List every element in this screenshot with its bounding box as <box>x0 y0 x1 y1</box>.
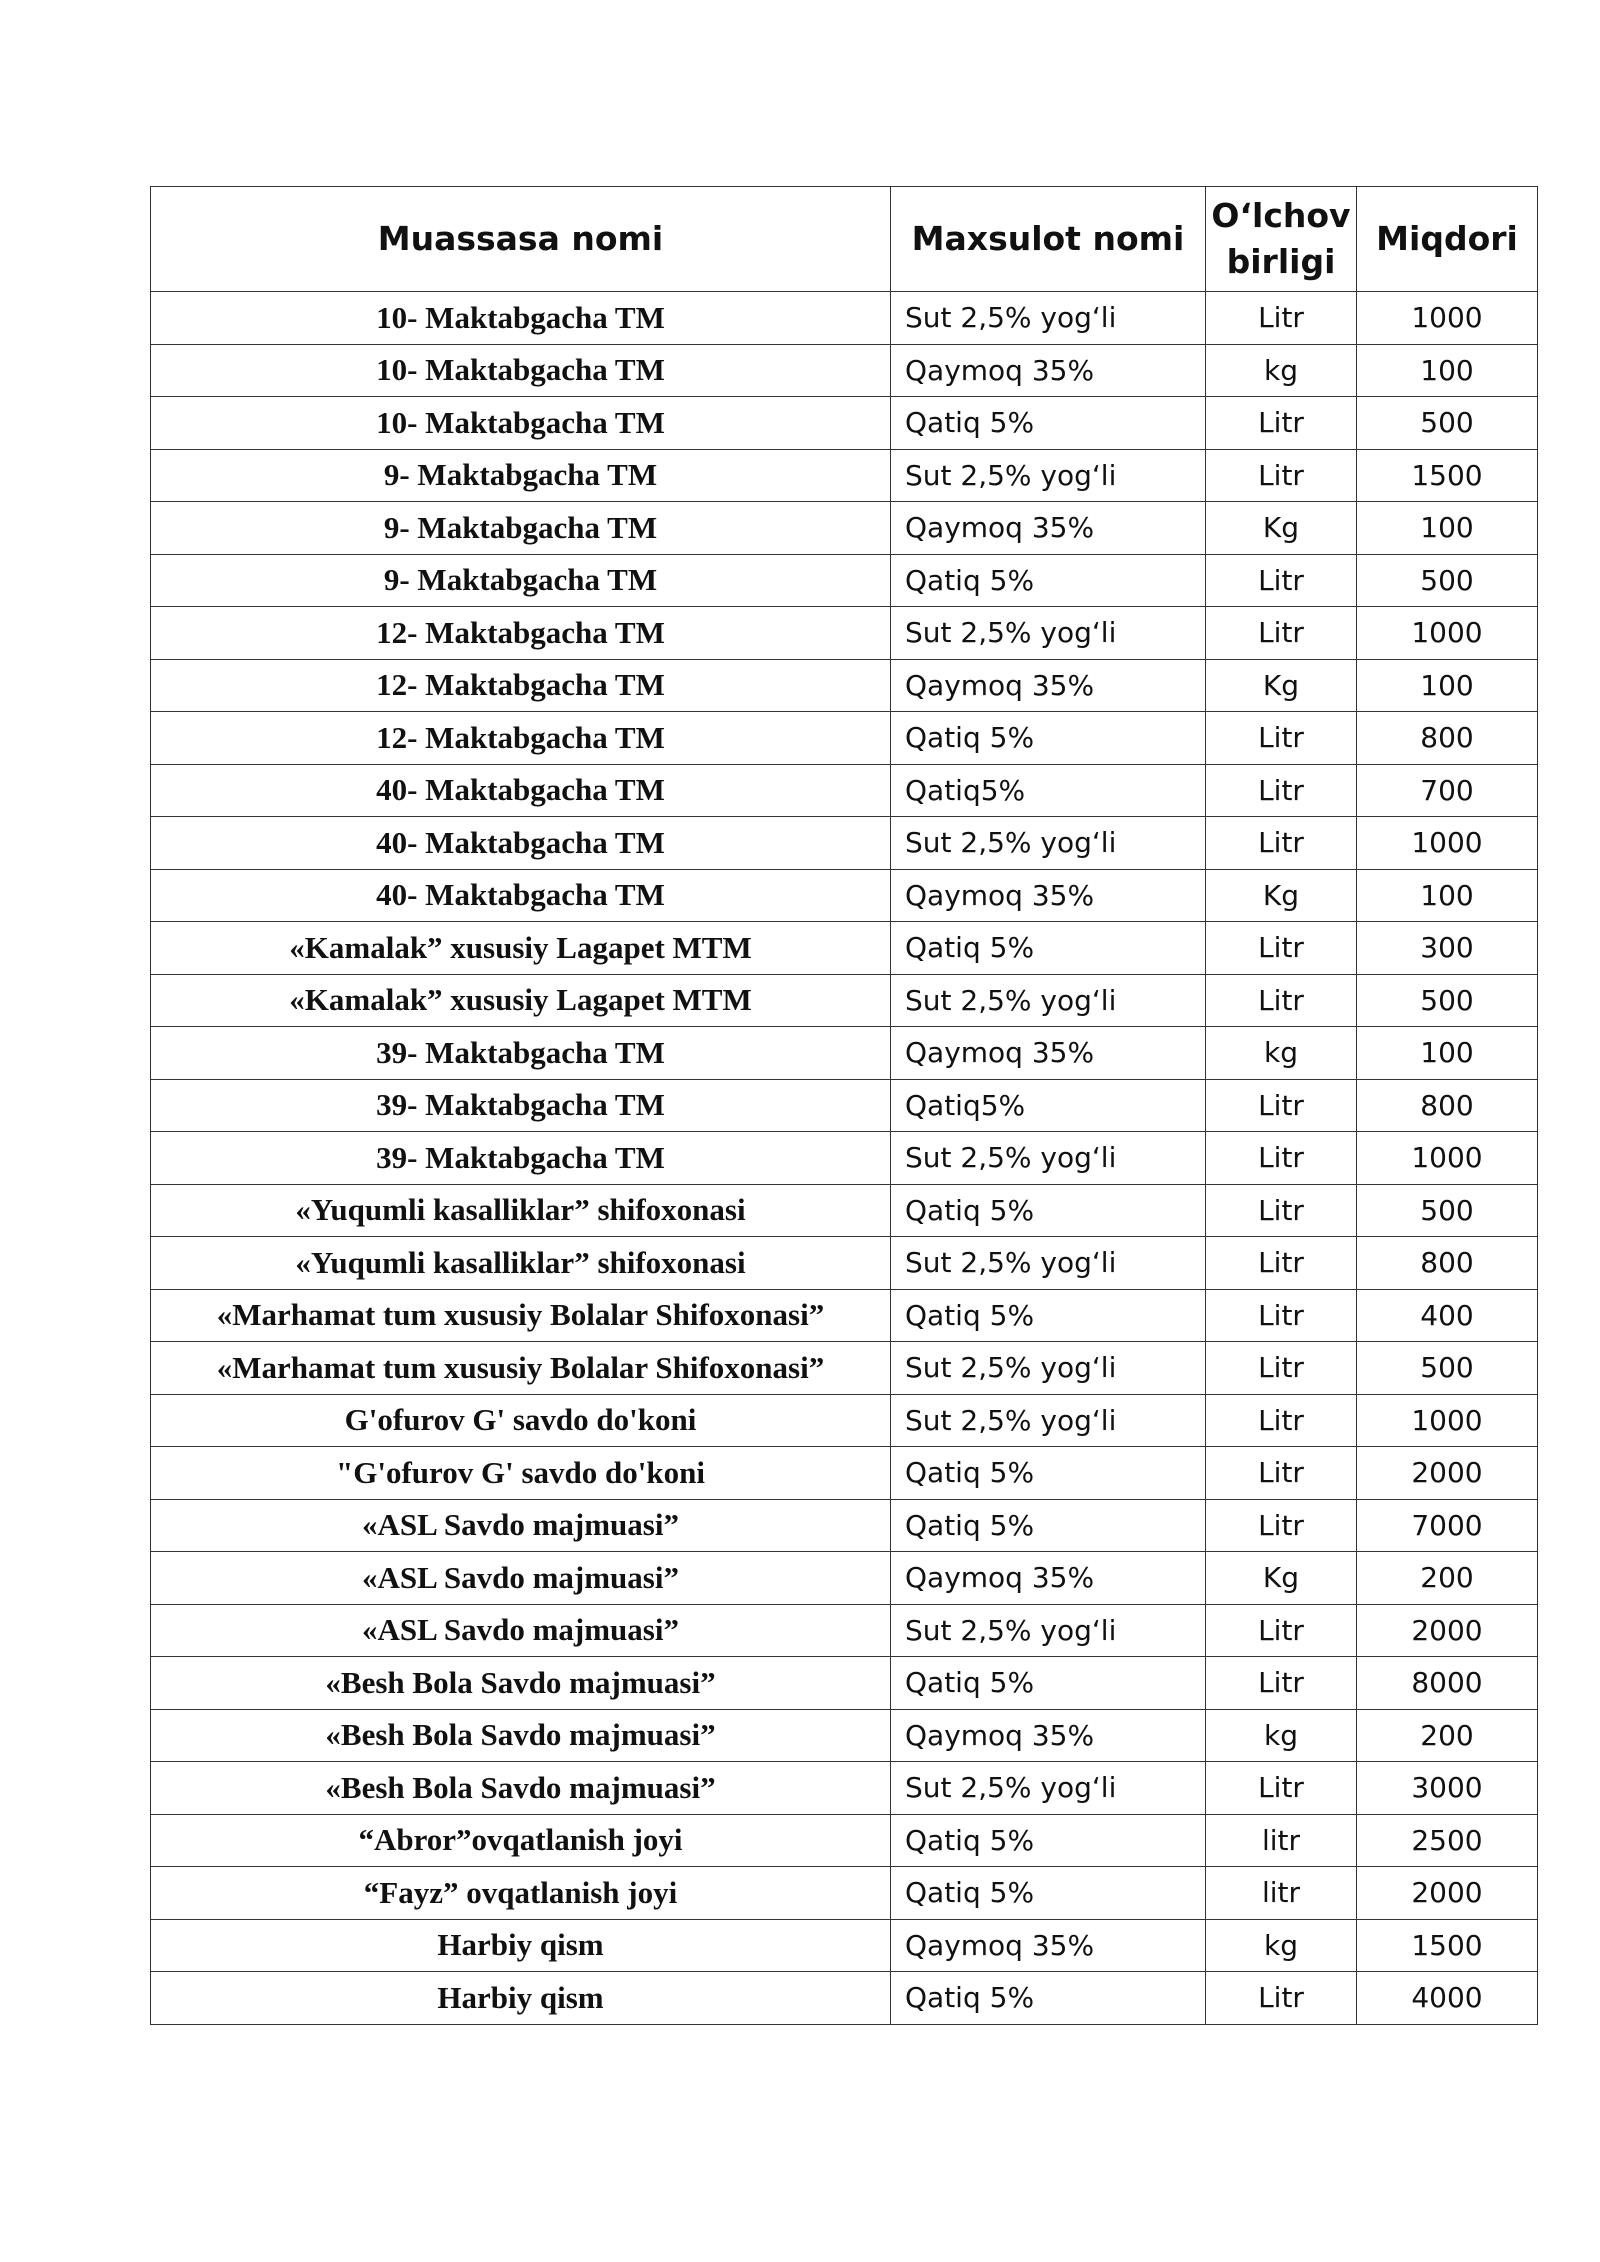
cell-unit: Litr <box>1206 1657 1357 1710</box>
cell-product: Qatiq 5% <box>891 1867 1206 1920</box>
cell-quantity: 100 <box>1357 659 1538 712</box>
cell-unit: Litr <box>1206 1604 1357 1657</box>
cell-unit: Kg <box>1206 502 1357 555</box>
cell-institution: «Marhamat tum xususiy Bolalar Shifoxonasi” <box>151 1289 891 1342</box>
cell-unit: Litr <box>1206 1499 1357 1552</box>
cell-unit: kg <box>1206 1709 1357 1762</box>
table-body <box>151 292 1538 2025</box>
cell-institution: «Kamalak” xususiy Lagapet MTM <box>151 974 891 1027</box>
cell-unit: Litr <box>1206 1342 1357 1395</box>
cell-quantity: 500 <box>1357 974 1538 1027</box>
cell-product: Qaymoq 35% <box>891 1709 1206 1762</box>
cell-institution: 10- Maktabgacha TM <box>151 344 891 397</box>
cell-unit: Litr <box>1206 1972 1357 2025</box>
cell-product: Sut 2,5% yog‘li <box>891 1394 1206 1447</box>
table-row <box>151 1027 1538 1080</box>
table-row <box>151 764 1538 817</box>
table-row <box>151 1657 1538 1710</box>
cell-product: Qatiq 5% <box>891 1184 1206 1237</box>
cell-quantity: 1000 <box>1357 607 1538 660</box>
cell-quantity: 100 <box>1357 344 1538 397</box>
cell-quantity: 2000 <box>1357 1867 1538 1920</box>
cell-quantity: 2500 <box>1357 1814 1538 1867</box>
cell-quantity: 1000 <box>1357 817 1538 870</box>
table-row <box>151 1762 1538 1815</box>
cell-institution: «Besh Bola Savdo majmuasi” <box>151 1762 891 1815</box>
cell-unit: Kg <box>1206 659 1357 712</box>
cell-quantity: 100 <box>1357 869 1538 922</box>
cell-quantity: 500 <box>1357 397 1538 450</box>
cell-institution: 10- Maktabgacha TM <box>151 292 891 345</box>
cell-institution: «ASL Savdo majmuasi” <box>151 1552 891 1605</box>
cell-product: Sut 2,5% yog‘li <box>891 607 1206 660</box>
table-row <box>151 292 1538 345</box>
table-row <box>151 1552 1538 1605</box>
table-row <box>151 974 1538 1027</box>
cell-product: Qatiq 5% <box>891 922 1206 975</box>
cell-institution: 10- Maktabgacha TM <box>151 397 891 450</box>
header-unit: O‘lchov birligi <box>1206 187 1357 292</box>
table-row <box>151 1499 1538 1552</box>
table-row <box>151 1132 1538 1185</box>
cell-quantity: 500 <box>1357 554 1538 607</box>
cell-quantity: 7000 <box>1357 1499 1538 1552</box>
cell-quantity: 100 <box>1357 502 1538 555</box>
cell-institution: «ASL Savdo majmuasi” <box>151 1604 891 1657</box>
cell-product: Qatiq 5% <box>891 1499 1206 1552</box>
cell-product: Qaymoq 35% <box>891 869 1206 922</box>
cell-institution: «ASL Savdo majmuasi” <box>151 1499 891 1552</box>
table-row <box>151 1814 1538 1867</box>
cell-quantity: 800 <box>1357 1237 1538 1290</box>
cell-unit: Kg <box>1206 1552 1357 1605</box>
cell-unit: kg <box>1206 344 1357 397</box>
table-row <box>151 1709 1538 1762</box>
cell-unit: Litr <box>1206 817 1357 870</box>
cell-quantity: 2000 <box>1357 1604 1538 1657</box>
cell-product: Qatiq 5% <box>891 1289 1206 1342</box>
cell-unit: Litr <box>1206 1237 1357 1290</box>
cell-product: Sut 2,5% yog‘li <box>891 1132 1206 1185</box>
cell-product: Qatiq5% <box>891 764 1206 817</box>
cell-product: Sut 2,5% yog‘li <box>891 1604 1206 1657</box>
cell-quantity: 200 <box>1357 1709 1538 1762</box>
cell-institution: "G'ofurov G' savdo do'koni <box>151 1447 891 1500</box>
cell-unit: Litr <box>1206 922 1357 975</box>
table-row <box>151 1447 1538 1500</box>
cell-quantity: 400 <box>1357 1289 1538 1342</box>
cell-unit: Litr <box>1206 1394 1357 1447</box>
table-row <box>151 1289 1538 1342</box>
table-row <box>151 554 1538 607</box>
cell-unit: Litr <box>1206 292 1357 345</box>
cell-product: Qaymoq 35% <box>891 1027 1206 1080</box>
cell-product: Qaymoq 35% <box>891 502 1206 555</box>
cell-product: Qatiq 5% <box>891 712 1206 765</box>
cell-institution: 40- Maktabgacha TM <box>151 764 891 817</box>
cell-unit: Litr <box>1206 1447 1357 1500</box>
cell-unit: kg <box>1206 1027 1357 1080</box>
cell-institution: 12- Maktabgacha TM <box>151 712 891 765</box>
cell-institution: “Abror”ovqatlanish joyi <box>151 1814 891 1867</box>
cell-institution: «Yuqumli kasalliklar” shifoxonasi <box>151 1184 891 1237</box>
cell-product: Sut 2,5% yog‘li <box>891 1342 1206 1395</box>
cell-quantity: 300 <box>1357 922 1538 975</box>
table-header <box>151 187 1538 292</box>
cell-unit: Litr <box>1206 1079 1357 1132</box>
cell-product: Qaymoq 35% <box>891 1552 1206 1605</box>
cell-unit: Litr <box>1206 554 1357 607</box>
cell-unit: Litr <box>1206 1289 1357 1342</box>
cell-institution: Harbiy qism <box>151 1919 891 1972</box>
cell-unit: litr <box>1206 1814 1357 1867</box>
cell-product: Qatiq 5% <box>891 1972 1206 2025</box>
cell-unit: Litr <box>1206 607 1357 660</box>
cell-institution: 39- Maktabgacha TM <box>151 1079 891 1132</box>
cell-unit: litr <box>1206 1867 1357 1920</box>
cell-quantity: 3000 <box>1357 1762 1538 1815</box>
cell-product: Qatiq 5% <box>891 397 1206 450</box>
table-row <box>151 712 1538 765</box>
cell-product: Sut 2,5% yog‘li <box>891 974 1206 1027</box>
cell-unit: Litr <box>1206 397 1357 450</box>
table-row <box>151 1237 1538 1290</box>
header-product: Maxsulot nomi <box>891 187 1206 292</box>
cell-quantity: 8000 <box>1357 1657 1538 1710</box>
cell-quantity: 1000 <box>1357 292 1538 345</box>
table-row <box>151 1604 1538 1657</box>
table-row <box>151 344 1538 397</box>
cell-product: Qatiq 5% <box>891 1657 1206 1710</box>
table-row <box>151 607 1538 660</box>
table-row <box>151 1184 1538 1237</box>
cell-institution: 12- Maktabgacha TM <box>151 659 891 712</box>
cell-unit: Litr <box>1206 764 1357 817</box>
cell-product: Sut 2,5% yog‘li <box>891 1237 1206 1290</box>
cell-institution: G'ofurov G' savdo do'koni <box>151 1394 891 1447</box>
table-row <box>151 1079 1538 1132</box>
cell-quantity: 1500 <box>1357 449 1538 502</box>
cell-quantity: 800 <box>1357 712 1538 765</box>
header-row <box>151 187 1538 292</box>
table-row <box>151 1919 1538 1972</box>
cell-institution: 9- Maktabgacha TM <box>151 554 891 607</box>
table-row <box>151 1394 1538 1447</box>
cell-quantity: 200 <box>1357 1552 1538 1605</box>
table-row <box>151 922 1538 975</box>
cell-quantity: 1000 <box>1357 1394 1538 1447</box>
table-row <box>151 397 1538 450</box>
cell-institution: «Besh Bola Savdo majmuasi” <box>151 1709 891 1762</box>
table-row <box>151 1342 1538 1395</box>
cell-institution: «Yuqumli kasalliklar” shifoxonasi <box>151 1237 891 1290</box>
table-row <box>151 817 1538 870</box>
cell-quantity: 100 <box>1357 1027 1538 1080</box>
header-quantity: Miqdori <box>1357 187 1538 292</box>
cell-quantity: 800 <box>1357 1079 1538 1132</box>
cell-product: Sut 2,5% yog‘li <box>891 1762 1206 1815</box>
cell-quantity: 2000 <box>1357 1447 1538 1500</box>
cell-product: Sut 2,5% yog‘li <box>891 292 1206 345</box>
cell-unit: Litr <box>1206 712 1357 765</box>
cell-unit: kg <box>1206 1919 1357 1972</box>
cell-institution: 9- Maktabgacha TM <box>151 502 891 555</box>
cell-product: Qatiq 5% <box>891 1814 1206 1867</box>
cell-institution: 40- Maktabgacha TM <box>151 817 891 870</box>
cell-quantity: 4000 <box>1357 1972 1538 2025</box>
cell-institution: «Besh Bola Savdo majmuasi” <box>151 1657 891 1710</box>
table-row <box>151 869 1538 922</box>
product-table <box>150 186 1538 2025</box>
cell-unit: Litr <box>1206 1762 1357 1815</box>
cell-product: Qatiq5% <box>891 1079 1206 1132</box>
cell-institution: 9- Maktabgacha TM <box>151 449 891 502</box>
cell-quantity: 1500 <box>1357 1919 1538 1972</box>
cell-institution: “Fayz” ovqatlanish joyi <box>151 1867 891 1920</box>
header-institution: Muassasa nomi <box>151 187 891 292</box>
cell-product: Qatiq 5% <box>891 1447 1206 1500</box>
cell-institution: «Kamalak” xususiy Lagapet MTM <box>151 922 891 975</box>
cell-product: Qaymoq 35% <box>891 659 1206 712</box>
cell-unit: Litr <box>1206 449 1357 502</box>
cell-unit: Litr <box>1206 1184 1357 1237</box>
cell-unit: Litr <box>1206 1132 1357 1185</box>
cell-quantity: 500 <box>1357 1342 1538 1395</box>
cell-institution: 39- Maktabgacha TM <box>151 1027 891 1080</box>
cell-institution: «Marhamat tum xususiy Bolalar Shifoxonasi” <box>151 1342 891 1395</box>
cell-product: Qaymoq 35% <box>891 344 1206 397</box>
cell-institution: 40- Maktabgacha TM <box>151 869 891 922</box>
table-row <box>151 1972 1538 2025</box>
cell-product: Qaymoq 35% <box>891 1919 1206 1972</box>
cell-institution: Harbiy qism <box>151 1972 891 2025</box>
table-row <box>151 1867 1538 1920</box>
cell-quantity: 1000 <box>1357 1132 1538 1185</box>
cell-product: Sut 2,5% yog‘li <box>891 817 1206 870</box>
cell-quantity: 700 <box>1357 764 1538 817</box>
table-row <box>151 659 1538 712</box>
cell-unit: Kg <box>1206 869 1357 922</box>
table-row <box>151 502 1538 555</box>
cell-product: Qatiq 5% <box>891 554 1206 607</box>
cell-quantity: 500 <box>1357 1184 1538 1237</box>
table-row <box>151 449 1538 502</box>
cell-institution: 12- Maktabgacha TM <box>151 607 891 660</box>
cell-institution: 39- Maktabgacha TM <box>151 1132 891 1185</box>
cell-product: Sut 2,5% yog‘li <box>891 449 1206 502</box>
cell-unit: Litr <box>1206 974 1357 1027</box>
